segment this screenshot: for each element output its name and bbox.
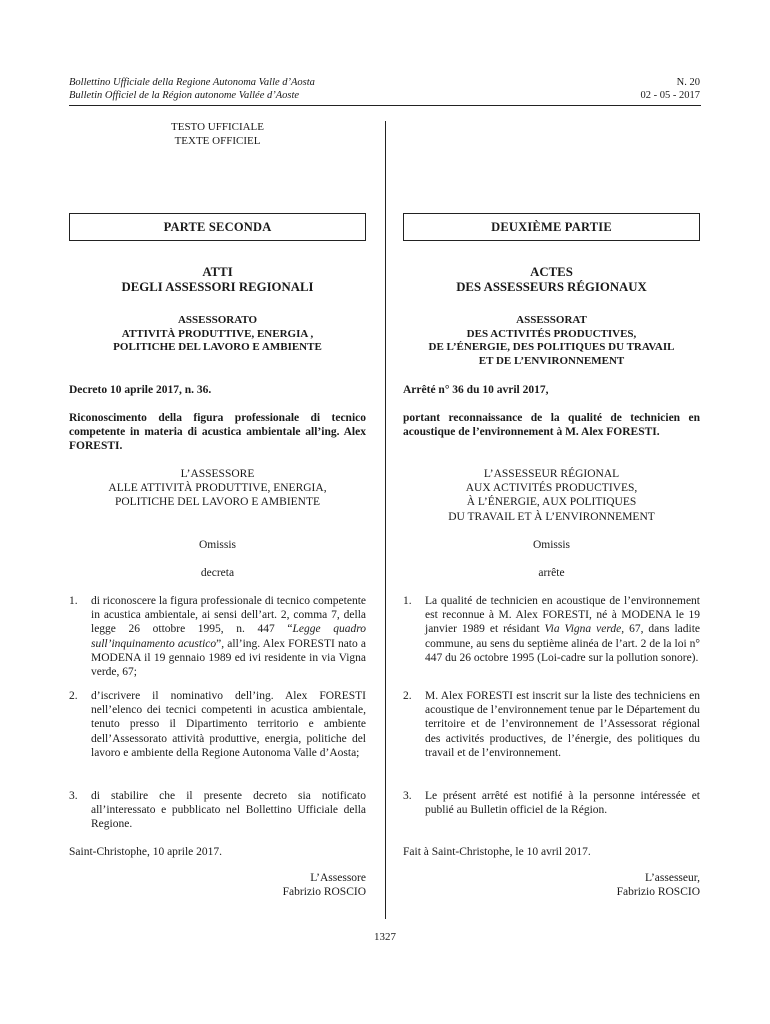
issue-date: 02 - 05 - 2017 — [640, 90, 700, 101]
department-line3: DE L’ÉNERGIE, DES POLITIQUES DU TRAVAIL — [428, 341, 675, 353]
official-text-label — [69, 121, 366, 148]
list-item — [69, 689, 366, 760]
authority-it — [69, 467, 366, 510]
issue-info — [641, 76, 701, 102]
authority-line1: L’ASSESSEUR RÉGIONAL — [483, 468, 620, 480]
department-line2: ATTIVITÀ PRODUTTIVE, ENERGIA , — [121, 327, 314, 340]
item-text: di riconoscere la figura professionale di tecnico competente in acustica ambientale, ai sensi dell’art. 2, comma 7, della legge 26 ottobre 1995, n. 447 “Legge quadro sull’inquinamento acustico”, all’ing. Alex FORESTI nato a MODENA il 19 gennaio 1989 ed ivi residente in via Vigna verde, 67; — [91, 595, 366, 679]
list-item — [69, 594, 366, 679]
department-it — [69, 314, 366, 355]
section-title-fr — [403, 265, 700, 295]
official-label-fr: TEXTE OFFICIEL — [174, 134, 261, 147]
department-line2: DES ACTIVITÉS PRODUCTIVES, — [466, 327, 637, 340]
list-item — [403, 594, 700, 665]
item-text: Le présent arrêté est notifié à la personne intéressée et publié au Bulletin officiel de la Région. — [425, 790, 700, 817]
part-title-it: PARTE SECONDA — [163, 219, 272, 234]
decreta-label: decreta — [200, 567, 235, 579]
signature-it — [69, 871, 366, 899]
part-box-fr — [403, 213, 700, 241]
item-text: M. Alex FORESTI est inscrit sur la liste des techniciens en acoustique de l’environnement tenue par le Département du territoire et de l’environnement de l’Assessorat régional des activités productives, de l’énergie, des politiques du travail et de l’environnement. — [425, 690, 700, 759]
place-date-fr: Fait à Saint-Christophe, le 10 avril 2017. — [403, 846, 591, 858]
item-number: 2. — [69, 690, 78, 702]
bulletin-title-it: Bollettino Ufficiale della Regione Autonoma Valle d’Aosta — [69, 77, 315, 88]
item-number: 1. — [403, 595, 412, 607]
header-rule — [69, 105, 701, 106]
authority-line3: À L’ÉNERGIE, AUX POLITIQUES — [466, 496, 637, 509]
department-line1: ASSESSORAT — [516, 314, 587, 326]
bulletin-header — [69, 76, 315, 102]
section-title-line2: DEGLI ASSESSORI REGIONALI — [121, 280, 314, 294]
column-divider — [385, 121, 386, 919]
authority-fr — [403, 467, 700, 524]
item-text: La qualité de technicien en acoustique de l’environnement est reconnue à M. Alex FORESTI, né à MODENA le 19 janvier 1989 et résidant Via Vigna verde, 67, dans ladite commune, au sens du septième alinéa de l’art. 2 de la loi n° 447 du 26 octobre 1995 (Loi-cadre sur la pollution sonore). — [425, 595, 701, 664]
bulletin-title-fr: Bulletin Officiel de la Région autonome Vallée d’Aoste — [69, 90, 300, 101]
decree-heading-fr: Arrêté n° 36 du 10 avril 2017, — [403, 384, 549, 396]
arrete-label: arrête — [538, 567, 565, 579]
part-title-fr: DEUXIÈME PARTIE — [491, 219, 612, 234]
signature-fr — [403, 871, 700, 899]
authority-line3: POLITICHE DEL LAVORO E AMBIENTE — [114, 496, 321, 509]
section-title-line1: ACTES — [530, 265, 573, 279]
authority-line2: AUX ACTIVITÉS PRODUCTIVES, — [465, 482, 638, 495]
item-number: 1. — [69, 595, 78, 607]
issue-number: N. 20 — [676, 77, 700, 88]
signature-name: Fabrizio ROSCIO — [616, 886, 700, 899]
place-date-it: Saint-Christophe, 10 aprile 2017. — [69, 846, 222, 858]
department-line1: ASSESSORATO — [177, 314, 258, 326]
department-line4: ET DE L’ENVIRONNEMENT — [478, 354, 625, 367]
signature-name: Fabrizio ROSCIO — [282, 886, 366, 899]
signature-role: L’Assessore — [310, 872, 366, 884]
list-item — [403, 689, 700, 760]
list-item — [403, 789, 700, 817]
item-number: 2. — [403, 690, 412, 702]
item-number: 3. — [69, 790, 78, 802]
omissis-it: Omissis — [198, 539, 237, 551]
decree-subject-it: Riconoscimento della figura professionale di tecnico competente in materia di acustica ambientale all’ing. Alex FORESTI. — [69, 412, 366, 453]
section-title-it — [69, 265, 366, 295]
official-label-it: TESTO UFFICIALE — [171, 121, 264, 133]
list-item — [69, 789, 366, 832]
department-line3: POLITICHE DEL LAVORO E AMBIENTE — [113, 341, 322, 353]
decree-subject-fr: portant reconnaissance de la qualité de technicien en acoustique de l’environnement à M. Alex FORESTI. — [403, 412, 700, 439]
item-number: 3. — [403, 790, 412, 802]
section-title-line1: ATTI — [202, 265, 233, 279]
section-title-line2: DES ASSESSEURS RÉGIONAUX — [456, 280, 647, 294]
authority-line1: L’ASSESSORE — [180, 468, 255, 480]
decree-heading-it: Decreto 10 aprile 2017, n. 36. — [69, 384, 212, 396]
part-box-it — [69, 213, 366, 241]
department-fr — [403, 314, 700, 368]
page-number: 1327 — [374, 931, 396, 943]
item-text: di stabilire che il presente decreto sia notificato all’interessato e pubblicato nel Bollettino Ufficiale della Regione. — [91, 790, 366, 831]
signature-role: L’assesseur, — [644, 872, 700, 884]
authority-line2: ALLE ATTIVITÀ PRODUTTIVE, ENERGIA, — [108, 482, 327, 495]
item-text: d’iscrivere il nominativo dell’ing. Alex FORESTI nell’elenco dei tecnici competenti in acustica ambientale, tenuto presso il Dipartimento territorio e ambiente dell’Assessorato attività produttive, energia, politiche del lavoro e ambiente della Regione Autonoma Valle d’Aosta; — [91, 690, 366, 759]
omissis-fr: Omissis — [532, 539, 571, 551]
authority-line4: DU TRAVAIL ET À L’ENVIRONNEMENT — [448, 510, 655, 523]
